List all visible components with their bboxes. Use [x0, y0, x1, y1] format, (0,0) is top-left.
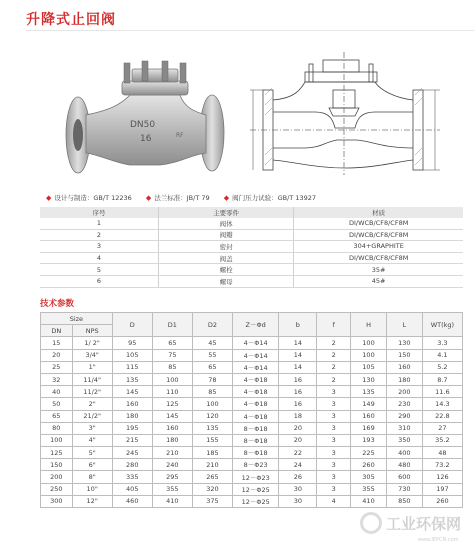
standard-design: 设计与制造：GB/T 12236	[54, 194, 132, 202]
spec-cell: 12－Φ25	[232, 483, 278, 495]
diamond-bullet-icon: ◆	[223, 194, 230, 202]
parts-row	[40, 275, 463, 287]
spec-cell: 210	[152, 447, 192, 459]
parts-cell-material: 304+GRAPHITE	[294, 241, 463, 253]
spec-cell: 11.6	[422, 386, 462, 398]
spec-cell: 355	[351, 483, 387, 495]
spec-cell: 100	[192, 398, 232, 410]
spec-cell: 11/2"	[72, 386, 112, 398]
spec-cell: 145	[112, 386, 152, 398]
spec-cell: 149	[351, 398, 387, 410]
spec-cell: 145	[152, 410, 192, 422]
spec-cell: 5.2	[422, 361, 462, 373]
spec-cell: 135	[112, 373, 152, 385]
spec-cell: 26	[279, 471, 317, 483]
spec-cell: 185	[192, 447, 232, 459]
spec-cell: 95	[112, 337, 152, 349]
parts-cell-no: 4	[40, 252, 158, 264]
spec-cell: 4－Φ18	[232, 386, 278, 398]
spec-header-col: D1	[152, 313, 192, 337]
spec-cell: 120	[192, 410, 232, 422]
parts-cell-material: DI/WCB/CF8/CF8M	[294, 252, 463, 264]
spec-row	[41, 422, 463, 434]
spec-cell: 12－Φ23	[232, 471, 278, 483]
spec-row	[41, 361, 463, 373]
spec-cell: 210	[192, 459, 232, 471]
spec-cell: 180	[386, 373, 422, 385]
spec-header-col: Z－Φd	[232, 313, 278, 337]
parts-cell-material: DI/WCB/CF8/CF8M	[294, 218, 463, 229]
parts-cell-part: 阀瓣	[158, 229, 293, 241]
spec-cell: 40	[41, 386, 73, 398]
spec-cell: 3	[317, 434, 351, 446]
spec-header-col: b	[279, 313, 317, 337]
spec-cell: 410	[351, 495, 387, 507]
standard-pressure-test: 阀门压力试验：GB/T 13927	[232, 194, 317, 202]
parts-header-no: 序号	[40, 207, 158, 218]
spec-cell: 410	[152, 495, 192, 507]
spec-row	[41, 410, 463, 422]
spec-cell: 169	[351, 422, 387, 434]
title-divider	[26, 30, 474, 31]
spec-cell: 260	[351, 459, 387, 471]
spec-cell: 8.7	[422, 373, 462, 385]
spec-cell: 155	[192, 434, 232, 446]
spec-cell: 300	[41, 495, 73, 507]
spec-cell: 75	[152, 349, 192, 361]
spec-cell: 135	[351, 386, 387, 398]
spec-cell: 4－Φ18	[232, 373, 278, 385]
spec-cell: 150	[386, 349, 422, 361]
spec-cell: 240	[152, 459, 192, 471]
spec-cell: 730	[386, 483, 422, 495]
parts-cell-part: 阀盖	[158, 252, 293, 264]
spec-cell: 460	[112, 495, 152, 507]
spec-cell: 110	[152, 386, 192, 398]
spec-cell: 126	[422, 471, 462, 483]
spec-cell: 405	[112, 483, 152, 495]
page-title: 升降式止回阀	[26, 12, 116, 28]
spec-cell: 105	[112, 349, 152, 361]
spec-cell: 2	[317, 361, 351, 373]
spec-cell: 16	[279, 398, 317, 410]
spec-cell: 245	[112, 447, 152, 459]
watermark-logo-icon	[360, 512, 382, 534]
watermark-text: 工业环保网	[386, 514, 462, 533]
valve-section-drawing	[245, 50, 445, 180]
valve-photo	[50, 55, 240, 180]
spec-header-nps: NPS	[72, 325, 112, 337]
spec-cell: 78	[192, 373, 232, 385]
spec-cell: 260	[422, 495, 462, 507]
spec-cell: 5"	[72, 447, 112, 459]
spec-cell: 135	[192, 422, 232, 434]
spec-cell: 225	[351, 447, 387, 459]
spec-cell: 8"	[72, 471, 112, 483]
parts-cell-part: 密封	[158, 241, 293, 253]
spec-cell: 20	[41, 349, 73, 361]
spec-cell: 130	[351, 373, 387, 385]
spec-cell: 65	[41, 410, 73, 422]
spec-cell: 30	[279, 495, 317, 507]
spec-cell: 180	[112, 410, 152, 422]
spec-cell: 160	[351, 410, 387, 422]
spec-cell: 20	[279, 434, 317, 446]
spec-cell: 4－Φ14	[232, 349, 278, 361]
diamond-bullet-icon: ◆	[46, 194, 52, 202]
spec-cell: 3	[317, 422, 351, 434]
spec-cell: 375	[192, 495, 232, 507]
spec-table	[40, 312, 463, 508]
spec-cell: 4－Φ14	[232, 337, 278, 349]
standards-line	[46, 193, 328, 202]
spec-cell: 265	[192, 471, 232, 483]
spec-header-col: D	[112, 313, 152, 337]
spec-cell: 305	[351, 471, 387, 483]
spec-cell: 600	[386, 471, 422, 483]
spec-header-dn: DN	[41, 325, 73, 337]
spec-cell: 195	[112, 422, 152, 434]
spec-header-col: WT(kg)	[422, 313, 462, 337]
spec-cell: 85	[192, 386, 232, 398]
photo-body-text-2: 16	[140, 134, 152, 144]
spec-cell: 35.2	[422, 434, 462, 446]
spec-row	[41, 447, 463, 459]
spec-cell: 335	[112, 471, 152, 483]
diamond-bullet-icon: ◆	[145, 194, 152, 202]
spec-cell: 850	[386, 495, 422, 507]
spec-row	[41, 386, 463, 398]
parts-row	[40, 241, 463, 253]
parts-row	[40, 218, 463, 229]
spec-cell: 4.1	[422, 349, 462, 361]
spec-row	[41, 459, 463, 471]
spec-header-col: D2	[192, 313, 232, 337]
spec-cell: 4－Φ18	[232, 410, 278, 422]
spec-cell: 3	[317, 386, 351, 398]
spec-cell: 197	[422, 483, 462, 495]
spec-header-col: H	[351, 313, 387, 337]
spec-header-size: Size	[41, 313, 113, 325]
spec-cell: 130	[386, 337, 422, 349]
spec-cell: 3.3	[422, 337, 462, 349]
spec-cell: 250	[41, 483, 73, 495]
spec-cell: 125	[152, 398, 192, 410]
spec-cell: 355	[152, 483, 192, 495]
spec-cell: 65	[152, 337, 192, 349]
spec-cell: 30	[279, 483, 317, 495]
parts-cell-no: 1	[40, 218, 158, 229]
spec-cell: 4－Φ18	[232, 398, 278, 410]
spec-cell: 150	[41, 459, 73, 471]
spec-cell: 320	[192, 483, 232, 495]
spec-row	[41, 471, 463, 483]
spec-cell: 2	[317, 337, 351, 349]
spec-cell: 180	[152, 434, 192, 446]
spec-cell: 2	[317, 373, 351, 385]
parts-cell-part: 螺栓	[158, 264, 293, 276]
spec-row	[41, 483, 463, 495]
parts-header-row	[40, 207, 463, 218]
spec-cell: 45	[192, 337, 232, 349]
parts-table	[40, 207, 463, 288]
spec-cell: 65	[192, 361, 232, 373]
spec-cell: 14	[279, 361, 317, 373]
spec-cell: 55	[192, 349, 232, 361]
spec-cell: 14	[279, 337, 317, 349]
parts-row	[40, 264, 463, 276]
spec-cell: 215	[112, 434, 152, 446]
spec-row	[41, 434, 463, 446]
spec-cell: 10"	[72, 483, 112, 495]
spec-cell: 20	[279, 422, 317, 434]
spec-cell: 32	[41, 373, 73, 385]
spec-cell: 200	[41, 471, 73, 483]
spec-cell: 4"	[72, 434, 112, 446]
spec-row	[41, 495, 463, 507]
spec-row	[41, 398, 463, 410]
spec-cell: 85	[152, 361, 192, 373]
spec-header-col: f	[317, 313, 351, 337]
spec-cell: 27	[422, 422, 462, 434]
spec-cell: 160	[152, 422, 192, 434]
spec-cell: 280	[112, 459, 152, 471]
parts-cell-no: 2	[40, 229, 158, 241]
spec-cell: 2	[317, 349, 351, 361]
spec-cell: 11/4"	[72, 373, 112, 385]
spec-cell: 160	[112, 398, 152, 410]
spec-cell: 3"	[72, 422, 112, 434]
spec-header-row-1	[41, 313, 463, 325]
parts-cell-part: 螺母	[158, 275, 293, 287]
spec-cell: 8－Φ18	[232, 434, 278, 446]
spec-cell: 3	[317, 483, 351, 495]
spec-cell: 12－Φ25	[232, 495, 278, 507]
spec-cell: 3	[317, 398, 351, 410]
spec-cell: 4	[317, 495, 351, 507]
spec-cell: 100	[351, 337, 387, 349]
spec-cell: 3	[317, 410, 351, 422]
spec-cell: 3	[317, 471, 351, 483]
watermark-url: www.IEPCN.com	[418, 537, 459, 543]
spec-cell: 8－Φ18	[232, 422, 278, 434]
spec-cell: 50	[41, 398, 73, 410]
spec-cell: 290	[386, 410, 422, 422]
spec-cell: 8－Φ23	[232, 459, 278, 471]
spec-title: 技术参数	[40, 299, 75, 309]
spec-cell: 350	[386, 434, 422, 446]
parts-cell-no: 3	[40, 241, 158, 253]
spec-cell: 18	[279, 410, 317, 422]
spec-cell: 105	[351, 361, 387, 373]
parts-header-part: 主要零件	[158, 207, 293, 218]
parts-cell-material: DI/WCB/CF8/CF8M	[294, 229, 463, 241]
spec-cell: 295	[152, 471, 192, 483]
photo-side-text: RF	[176, 132, 184, 139]
spec-header-col: L	[386, 313, 422, 337]
spec-cell: 1/ 2"	[72, 337, 112, 349]
spec-cell: 14.3	[422, 398, 462, 410]
spec-cell: 22	[279, 447, 317, 459]
spec-cell: 21/2"	[72, 410, 112, 422]
spec-cell: 16	[279, 386, 317, 398]
spec-cell: 160	[386, 361, 422, 373]
spec-cell: 1"	[72, 361, 112, 373]
spec-row	[41, 373, 463, 385]
parts-cell-no: 6	[40, 275, 158, 287]
parts-cell-material: 35#	[294, 264, 463, 276]
spec-cell: 80	[41, 422, 73, 434]
spec-row	[41, 337, 463, 349]
spec-cell: 48	[422, 447, 462, 459]
photo-body-text-1: DN50	[130, 120, 156, 130]
spec-cell: 3	[317, 459, 351, 471]
spec-cell: 100	[41, 434, 73, 446]
parts-header-material: 材质	[294, 207, 463, 218]
parts-cell-part: 阀体	[158, 218, 293, 229]
parts-cell-material: 45#	[294, 275, 463, 287]
spec-cell: 200	[386, 386, 422, 398]
spec-cell: 100	[351, 349, 387, 361]
spec-cell: 14	[279, 349, 317, 361]
spec-cell: 480	[386, 459, 422, 471]
spec-row	[41, 349, 463, 361]
spec-cell: 2"	[72, 398, 112, 410]
spec-cell: 3	[317, 447, 351, 459]
spec-cell: 22.8	[422, 410, 462, 422]
spec-cell: 3/4"	[72, 349, 112, 361]
spec-cell: 24	[279, 459, 317, 471]
spec-cell: 15	[41, 337, 73, 349]
spec-cell: 400	[386, 447, 422, 459]
spec-cell: 25	[41, 361, 73, 373]
spec-cell: 73.2	[422, 459, 462, 471]
parts-row	[40, 229, 463, 241]
watermark	[360, 512, 461, 534]
spec-cell: 193	[351, 434, 387, 446]
standard-flange: 法兰标准：JB/T 79	[154, 194, 210, 202]
spec-cell: 4－Φ14	[232, 361, 278, 373]
spec-cell: 230	[386, 398, 422, 410]
spec-cell: 6"	[72, 459, 112, 471]
spec-cell: 115	[112, 361, 152, 373]
spec-cell: 100	[152, 373, 192, 385]
parts-cell-no: 5	[40, 264, 158, 276]
spec-cell: 12"	[72, 495, 112, 507]
spec-cell: 125	[41, 447, 73, 459]
spec-cell: 310	[386, 422, 422, 434]
spec-cell: 8－Φ18	[232, 447, 278, 459]
parts-row	[40, 252, 463, 264]
spec-cell: 16	[279, 373, 317, 385]
